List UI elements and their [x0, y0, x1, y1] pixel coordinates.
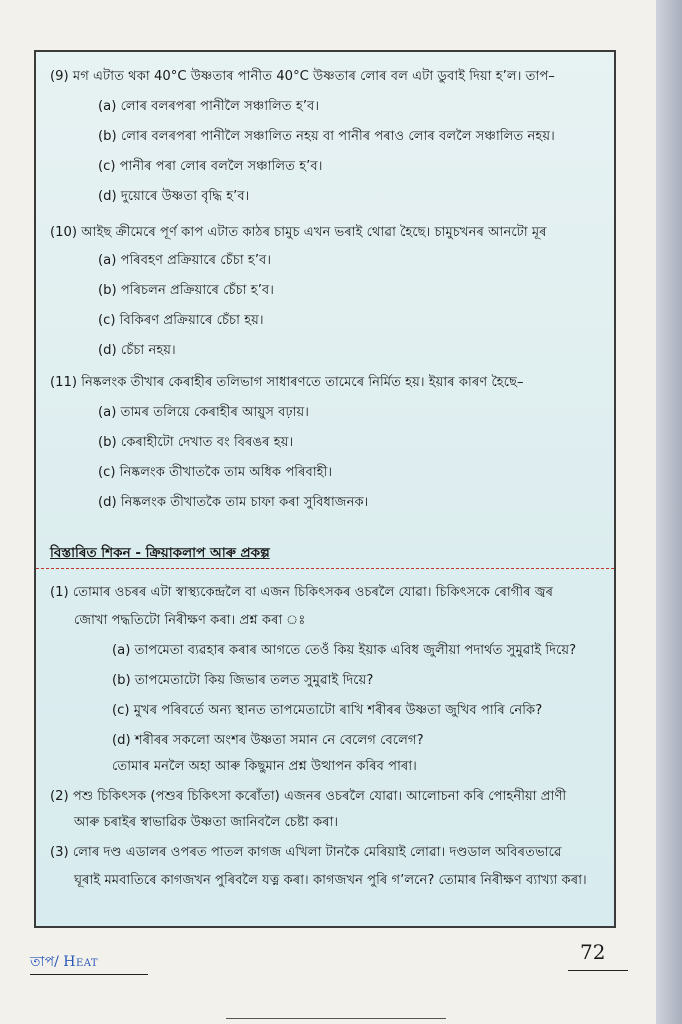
question-11-option-c: (c) নিষ্কলংক তীখাতকৈ তাম অধিক পৰিবাহী। — [98, 465, 333, 480]
exercise-box — [34, 50, 616, 928]
project-1-item-c: (c) মুখৰ পৰিবৰ্তে অন্য স্থানত তাপমেতাটো ৰাখি শৰীৰৰ উষ্ণতা জুখিব পাৰি নেকি? — [112, 703, 543, 718]
project-3-line-2: ঘূৰাই মমবাতিৰে কাগজখন পুৰিবলৈ যত্ন কৰা। কাগজখন পুৰি গ’লনে? তোমাৰ নিৰীক্ষণ ব্যাখ্যা কৰা। — [74, 873, 587, 888]
question-10-option-b: (b) পৰিচলন প্ৰক্ৰিয়াৰে চেঁচা হ’ব। — [98, 283, 274, 298]
chapter-label-english: Heat — [63, 954, 99, 970]
question-11-option-b: (b) কেৰাহীটো দেখাত বং বিৰঙৰ হয়। — [98, 435, 294, 450]
question-10-option-d: (d) চেঁচা নহয়। — [98, 343, 176, 358]
question-9-option-c: (c) পানীৰ পৰা লোৰ বললৈ সঞ্চালিত হ’ব। — [98, 159, 323, 174]
project-1-line-1: (1) তোমাৰ ওচৰৰ এটা স্বাস্থ্যকেন্দ্ৰলৈ বা এজন চিকিৎসকৰ ওচৰলৈ যোৱা। চিকিৎসকে ৰোগীৰ জ্বৰ — [50, 585, 554, 600]
question-11-option-d: (d) নিষ্কলংক তীখাতকৈ তাম চাফা কৰা সুবিধাজনক। — [98, 495, 369, 510]
question-9-option-b: (b) লোৰ বলৰপৰা পানীলৈ সঞ্চালিত নহয় বা পানীৰ পৰাও লোৰ বললৈ সঞ্চালিত নহয়। — [98, 129, 555, 144]
project-1-item-a: (a) তাপমেতা ব্যৱহাৰ কৰাৰ আগতে তেওঁ কিয় ইয়াক এবিধ জুলীয়া পদাৰ্থত সুমুৱাই দিয়ে? — [112, 643, 577, 658]
question-10-option-c: (c) বিকিৰণ প্ৰক্ৰিয়াৰে চেঁচা হয়। — [98, 313, 264, 328]
question-9-option-a: (a) লোৰ বলৰপৰা পানীলৈ সঞ্চালিত হ’ব। — [98, 99, 320, 114]
page-edge — [656, 0, 682, 1024]
project-1-item-b: (b) তাপমেতাটো কিয় জিভাৰ তলত সুমুৱাই দিয়ে? — [112, 673, 374, 688]
project-3-line-1: (3) লোৰ দণ্ড এডালৰ ওপৰত পাতল কাগজ এখিলা টানকৈ মেৰিয়াই লোৱা। দণ্ডডাল অবিৰতভাৱে — [50, 845, 562, 860]
section-heading: বিস্তাৰিত শিকন - ক্ৰিয়াকলাপ আৰু প্ৰকল্প — [50, 545, 270, 561]
project-2-line-2: আৰু চৰাইৰ স্বাভাৱিক উষ্ণতা জানিবলৈ চেষ্টা কৰা। — [74, 815, 339, 830]
question-11-option-a: (a) তামৰ তলিয়ে কেৰাহীৰ আয়ুস বঢ়ায়। — [98, 405, 310, 420]
question-10-option-a: (a) পৰিবহণ প্ৰক্ৰিয়াৰে চেঁচা হ’ব। — [98, 253, 272, 268]
bottom-rule — [226, 1018, 446, 1019]
project-1-tail: তোমাৰ মনলৈ অহা আৰু কিছুমান প্ৰশ্ন উত্থাপন কৰিব পাৰা। — [112, 759, 417, 774]
question-11-stem: (11) নিষ্কলংক তীখাৰ কেৰাহীৰ তলিভাগ সাধাৰণতে তামেৰে নিৰ্মিত হয়। ইয়াৰ কাৰণ হৈছে– — [50, 375, 524, 390]
project-2-line-1: (2) পশু চিকিৎসক (পশুৰ চিকিৎসা কৰোঁতা) এজনৰ ওচৰলৈ যোৱা। আলোচনা কৰি পোহনীয়া প্ৰাণী — [50, 789, 567, 804]
footer-rule — [30, 974, 148, 975]
question-10-stem: (10) আইছ ক্ৰীমেৰে পূৰ্ণ কাপ এটাত কাঠৰ চামুচ এখন ভৰাই থোৱা হৈছে। চামুচখনৰ আনটো মূৰ — [50, 225, 547, 240]
project-1-line-2: জোখা পদ্ধতিটো নিৰীক্ষণ কৰা। প্ৰশ্ন কৰা ঃ — [74, 613, 306, 628]
section-divider — [36, 568, 614, 569]
project-1-item-d: (d) শৰীৰৰ সকলো অংশৰ উষ্ণতা সমান নে বেলেগ বেলেগ? — [112, 733, 424, 748]
chapter-label — [30, 950, 98, 974]
question-9-option-d: (d) দুয়োৰে উষ্ণতা বৃদ্ধি হ’ব। — [98, 189, 250, 204]
page-number-rule — [568, 970, 628, 971]
question-9-stem: (9) মগ এটাত থকা 40°C উষ্ণতাৰ পানীত 40°C উষ্ণতাৰ লোৰ বল এটা ডুবাই দিয়া হ’ল। তাপ– — [50, 69, 555, 84]
chapter-label-assamese: তাপ/ — [30, 954, 64, 970]
page-number: 72 — [580, 940, 606, 964]
